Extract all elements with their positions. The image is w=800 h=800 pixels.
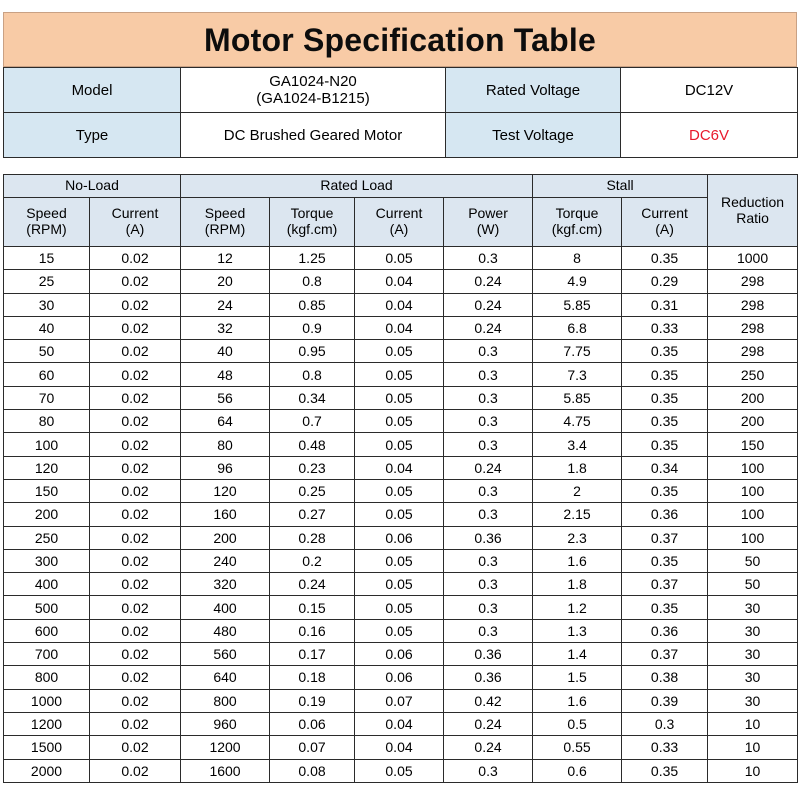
table-cell: 0.35 — [622, 596, 708, 619]
column-header-stall-current — [622, 198, 708, 247]
table-cell: 0.02 — [90, 479, 181, 502]
table-cell: 0.3 — [622, 712, 708, 735]
table-row — [4, 666, 798, 689]
table-cell: 0.05 — [355, 386, 444, 409]
column-header-reduction-ratio — [708, 175, 798, 247]
table-cell: 1.8 — [533, 573, 622, 596]
table-cell: 0.36 — [444, 666, 533, 689]
table-cell: 2000 — [4, 759, 90, 782]
table-row — [4, 456, 798, 479]
table-cell: 0.3 — [444, 503, 533, 526]
table-cell: 0.06 — [355, 526, 444, 549]
test-voltage-label: Test Voltage — [446, 113, 621, 158]
table-cell: 0.05 — [355, 433, 444, 456]
group-header-stall: Stall — [533, 175, 708, 198]
table-cell: 10 — [708, 712, 798, 735]
table-cell: 100 — [4, 433, 90, 456]
table-cell: 12 — [181, 247, 270, 270]
table-cell: 0.9 — [270, 316, 355, 339]
table-cell: 80 — [181, 433, 270, 456]
table-cell: 0.29 — [622, 270, 708, 293]
table-cell: 2.15 — [533, 503, 622, 526]
table-cell: 240 — [181, 549, 270, 572]
table-cell: 600 — [4, 619, 90, 642]
table-cell: 0.37 — [622, 573, 708, 596]
column-header-name: Speed — [204, 205, 246, 222]
table-cell: 8 — [533, 247, 622, 270]
table-cell: 64 — [181, 410, 270, 433]
table-cell: 0.05 — [355, 479, 444, 502]
table-cell: 700 — [4, 643, 90, 666]
column-header-noload-speed — [4, 198, 90, 247]
table-cell: 0.42 — [444, 689, 533, 712]
table-cell: 1.4 — [533, 643, 622, 666]
table-row — [4, 573, 798, 596]
table-cell: 30 — [708, 643, 798, 666]
table-cell: 100 — [708, 456, 798, 479]
table-cell: 50 — [708, 549, 798, 572]
type-value: DC Brushed Geared Motor — [181, 113, 446, 158]
table-cell: 0.37 — [622, 526, 708, 549]
column-header-unit: (A) — [125, 221, 145, 237]
table-cell: 0.8 — [270, 270, 355, 293]
column-header-name: Speed — [26, 205, 67, 222]
table-cell: 0.24 — [444, 712, 533, 735]
table-cell: 50 — [4, 340, 90, 363]
table-cell: 0.7 — [270, 410, 355, 433]
table-row — [4, 596, 798, 619]
table-cell: 0.3 — [444, 363, 533, 386]
model-value — [181, 68, 446, 113]
table-row — [4, 386, 798, 409]
table-cell: 100 — [708, 503, 798, 526]
table-cell: 1200 — [4, 712, 90, 735]
table-cell: 0.24 — [444, 316, 533, 339]
table-cell: 0.95 — [270, 340, 355, 363]
group-header-rated-load: Rated Load — [181, 175, 533, 198]
column-header-row — [4, 198, 798, 247]
column-header-name: Current — [375, 205, 423, 222]
table-cell: 0.02 — [90, 363, 181, 386]
column-header-rated-speed — [181, 198, 270, 247]
table-cell: 0.05 — [355, 549, 444, 572]
table-cell: 250 — [708, 363, 798, 386]
column-header-rated-power — [444, 198, 533, 247]
rated-voltage-value: DC12V — [621, 68, 798, 113]
table-cell: 1.6 — [533, 689, 622, 712]
performance-data-table — [3, 174, 798, 783]
table-cell: 0.02 — [90, 549, 181, 572]
table-cell: 0.8 — [270, 363, 355, 386]
table-cell: 30 — [4, 293, 90, 316]
table-cell: 0.35 — [622, 410, 708, 433]
table-cell: 60 — [4, 363, 90, 386]
column-header-noload-current — [90, 198, 181, 247]
table-cell: 1000 — [4, 689, 90, 712]
table-cell: 0.3 — [444, 759, 533, 782]
table-cell: 0.02 — [90, 293, 181, 316]
table-cell: 200 — [708, 410, 798, 433]
table-cell: 1.25 — [270, 247, 355, 270]
table-cell: 24 — [181, 293, 270, 316]
table-cell: 120 — [181, 479, 270, 502]
table-cell: 5.85 — [533, 386, 622, 409]
table-row — [4, 340, 798, 363]
table-cell: 298 — [708, 293, 798, 316]
table-cell: 0.3 — [444, 549, 533, 572]
table-cell: 2 — [533, 479, 622, 502]
table-row — [4, 689, 798, 712]
table-cell: 0.17 — [270, 643, 355, 666]
table-cell: 0.3 — [444, 479, 533, 502]
table-cell: 0.36 — [622, 503, 708, 526]
table-cell: 0.02 — [90, 503, 181, 526]
table-row — [4, 526, 798, 549]
table-cell: 56 — [181, 386, 270, 409]
table-cell: 0.02 — [90, 759, 181, 782]
table-cell: 0.06 — [355, 666, 444, 689]
table-cell: 7.75 — [533, 340, 622, 363]
table-cell: 0.35 — [622, 479, 708, 502]
table-cell: 0.35 — [622, 363, 708, 386]
table-row — [4, 736, 798, 759]
table-row — [4, 247, 798, 270]
table-cell: 0.05 — [355, 596, 444, 619]
table-cell: 0.05 — [355, 340, 444, 363]
table-cell: 100 — [708, 526, 798, 549]
table-body — [4, 247, 798, 783]
table-cell: 1200 — [181, 736, 270, 759]
table-cell: 0.04 — [355, 456, 444, 479]
table-row — [4, 433, 798, 456]
table-cell: 400 — [4, 573, 90, 596]
table-cell: 0.02 — [90, 433, 181, 456]
column-header-unit: (A) — [655, 221, 674, 237]
table-cell: 0.37 — [622, 643, 708, 666]
table-cell: 0.15 — [270, 596, 355, 619]
table-cell: 0.02 — [90, 340, 181, 363]
table-row — [4, 316, 798, 339]
table-cell: 1600 — [181, 759, 270, 782]
table-cell: 0.24 — [444, 736, 533, 759]
table-cell: 0.3 — [444, 386, 533, 409]
table-cell: 2.3 — [533, 526, 622, 549]
table-cell: 32 — [181, 316, 270, 339]
table-cell: 1500 — [4, 736, 90, 759]
table-cell: 6.8 — [533, 316, 622, 339]
table-cell: 10 — [708, 759, 798, 782]
table-cell: 0.3 — [444, 433, 533, 456]
table-cell: 40 — [181, 340, 270, 363]
table-cell: 30 — [708, 666, 798, 689]
table-cell: 0.19 — [270, 689, 355, 712]
table-cell: 0.05 — [355, 573, 444, 596]
table-cell: 960 — [181, 712, 270, 735]
column-header-rated-current — [355, 198, 444, 247]
table-cell: 0.06 — [270, 712, 355, 735]
table-cell: 0.24 — [270, 573, 355, 596]
table-cell: 0.34 — [622, 456, 708, 479]
table-cell: 320 — [181, 573, 270, 596]
table-cell: 300 — [4, 549, 90, 572]
table-cell: 0.02 — [90, 573, 181, 596]
table-cell: 0.24 — [444, 270, 533, 293]
table-cell: 640 — [181, 666, 270, 689]
table-cell: 0.02 — [90, 386, 181, 409]
table-cell: 1000 — [708, 247, 798, 270]
table-cell: 250 — [4, 526, 90, 549]
table-cell: 0.02 — [90, 619, 181, 642]
table-cell: 800 — [4, 666, 90, 689]
column-header-name: Torque — [290, 205, 334, 222]
table-cell: 0.48 — [270, 433, 355, 456]
table-row — [4, 503, 798, 526]
table-cell: 0.02 — [90, 666, 181, 689]
column-header-unit: (W) — [476, 221, 500, 237]
column-header-unit: (kgf.cm) — [286, 221, 338, 237]
table-row — [4, 549, 798, 572]
table-cell: 0.02 — [90, 247, 181, 270]
motor-spec-summary-table — [3, 67, 798, 158]
table-cell: 25 — [4, 270, 90, 293]
table-cell: 298 — [708, 340, 798, 363]
table-cell: 0.36 — [444, 643, 533, 666]
table-cell: 50 — [708, 573, 798, 596]
table-cell: 20 — [181, 270, 270, 293]
table-row — [4, 270, 798, 293]
table-cell: 0.02 — [90, 736, 181, 759]
table-cell: 30 — [708, 619, 798, 642]
table-cell: 0.38 — [622, 666, 708, 689]
table-cell: 30 — [708, 689, 798, 712]
table-cell: 0.33 — [622, 316, 708, 339]
table-row — [4, 363, 798, 386]
table-cell: 0.36 — [444, 526, 533, 549]
table-cell: 0.23 — [270, 456, 355, 479]
table-cell: 298 — [708, 316, 798, 339]
column-header-name: Current — [641, 205, 688, 222]
table-cell: 7.3 — [533, 363, 622, 386]
table-cell: 0.39 — [622, 689, 708, 712]
table-cell: 1.6 — [533, 549, 622, 572]
table-cell: 0.5 — [533, 712, 622, 735]
table-cell: 0.02 — [90, 712, 181, 735]
table-cell: 0.04 — [355, 293, 444, 316]
table-cell: 0.16 — [270, 619, 355, 642]
column-header-name: Current — [111, 205, 159, 222]
table-cell: 150 — [708, 433, 798, 456]
table-cell: 0.04 — [355, 270, 444, 293]
table-row — [4, 759, 798, 782]
table-cell: 48 — [181, 363, 270, 386]
table-cell: 0.07 — [355, 689, 444, 712]
table-cell: 0.18 — [270, 666, 355, 689]
table-cell: 200 — [708, 386, 798, 409]
column-header-unit: (RPM) — [26, 221, 67, 237]
table-cell: 200 — [181, 526, 270, 549]
table-cell: 0.31 — [622, 293, 708, 316]
table-cell: 0.05 — [355, 410, 444, 433]
table-cell: 200 — [4, 503, 90, 526]
table-cell: 1.3 — [533, 619, 622, 642]
table-row — [4, 643, 798, 666]
table-cell: 150 — [4, 479, 90, 502]
table-cell: 160 — [181, 503, 270, 526]
table-cell: 0.04 — [355, 316, 444, 339]
table-cell: 0.55 — [533, 736, 622, 759]
table-cell: 0.6 — [533, 759, 622, 782]
table-cell: 0.05 — [355, 363, 444, 386]
table-cell: 0.02 — [90, 410, 181, 433]
column-header-unit: (A) — [389, 221, 409, 237]
table-row — [4, 410, 798, 433]
table-cell: 500 — [4, 596, 90, 619]
table-cell: 0.35 — [622, 340, 708, 363]
table-cell: 4.9 — [533, 270, 622, 293]
column-header-unit: (RPM) — [204, 221, 246, 237]
table-cell: 0.24 — [444, 293, 533, 316]
table-cell: 10 — [708, 736, 798, 759]
table-cell: 0.02 — [90, 316, 181, 339]
table-cell: 0.02 — [90, 643, 181, 666]
spec-row-model — [4, 68, 798, 113]
page-title-banner — [3, 12, 797, 67]
table-cell: 40 — [4, 316, 90, 339]
table-cell: 560 — [181, 643, 270, 666]
table-cell: 400 — [181, 596, 270, 619]
table-cell: 0.07 — [270, 736, 355, 759]
model-value-line-2: (GA1024-B1215) — [256, 90, 370, 107]
table-row — [4, 479, 798, 502]
table-cell: 480 — [181, 619, 270, 642]
table-cell: 0.28 — [270, 526, 355, 549]
table-cell: 0.05 — [355, 759, 444, 782]
table-cell: 0.34 — [270, 386, 355, 409]
table-cell: 0.35 — [622, 433, 708, 456]
table-row — [4, 293, 798, 316]
reduction-ratio-label-line-1: Reduction — [721, 193, 785, 210]
column-header-rated-torque — [270, 198, 355, 247]
table-cell: 0.05 — [355, 247, 444, 270]
table-cell: 15 — [4, 247, 90, 270]
table-cell: 3.4 — [533, 433, 622, 456]
table-cell: 0.02 — [90, 526, 181, 549]
table-cell: 0.3 — [444, 410, 533, 433]
type-label: Type — [4, 113, 181, 158]
table-cell: 70 — [4, 386, 90, 409]
table-cell: 0.02 — [90, 270, 181, 293]
table-cell: 80 — [4, 410, 90, 433]
table-cell: 0.2 — [270, 549, 355, 572]
table-cell: 4.75 — [533, 410, 622, 433]
table-cell: 1.5 — [533, 666, 622, 689]
table-cell: 0.35 — [622, 386, 708, 409]
page-title: Motor Specification Table — [204, 21, 596, 58]
table-cell: 0.24 — [444, 456, 533, 479]
table-cell: 0.35 — [622, 759, 708, 782]
table-cell: 30 — [708, 596, 798, 619]
table-cell: 1.2 — [533, 596, 622, 619]
table-cell: 0.35 — [622, 247, 708, 270]
table-cell: 0.05 — [355, 503, 444, 526]
table-cell: 0.27 — [270, 503, 355, 526]
column-header-name: Torque — [555, 205, 599, 222]
spec-row-type — [4, 113, 798, 158]
table-cell: 0.05 — [355, 619, 444, 642]
table-cell: 800 — [181, 689, 270, 712]
table-cell: 298 — [708, 270, 798, 293]
model-value-line-1: GA1024-N20 — [269, 73, 357, 90]
table-cell: 0.04 — [355, 712, 444, 735]
table-cell: 0.02 — [90, 689, 181, 712]
table-cell: 0.3 — [444, 247, 533, 270]
table-cell: 0.02 — [90, 596, 181, 619]
column-header-unit: (kgf.cm) — [551, 221, 603, 237]
table-cell: 100 — [708, 479, 798, 502]
table-cell: 0.35 — [622, 549, 708, 572]
table-cell: 0.06 — [355, 643, 444, 666]
column-header-stall-torque — [533, 198, 622, 247]
rated-voltage-label: Rated Voltage — [446, 68, 621, 113]
reduction-ratio-label-line-2: Ratio — [736, 209, 769, 226]
table-cell: 0.08 — [270, 759, 355, 782]
table-cell: 0.3 — [444, 573, 533, 596]
test-voltage-value: DC6V — [621, 113, 798, 158]
table-cell: 1.8 — [533, 456, 622, 479]
table-cell: 0.3 — [444, 619, 533, 642]
group-header-no-load: No-Load — [4, 175, 181, 198]
group-header-row — [4, 175, 798, 198]
table-cell: 0.25 — [270, 479, 355, 502]
column-header-name: Power — [468, 205, 508, 222]
table-row — [4, 619, 798, 642]
table-cell: 0.85 — [270, 293, 355, 316]
table-cell: 0.3 — [444, 340, 533, 363]
table-cell: 120 — [4, 456, 90, 479]
table-row — [4, 712, 798, 735]
table-cell: 0.33 — [622, 736, 708, 759]
table-cell: 0.04 — [355, 736, 444, 759]
table-cell: 0.3 — [444, 596, 533, 619]
table-cell: 0.02 — [90, 456, 181, 479]
model-label: Model — [4, 68, 181, 113]
table-cell: 5.85 — [533, 293, 622, 316]
table-head — [4, 175, 798, 247]
table-cell: 96 — [181, 456, 270, 479]
table-cell: 0.36 — [622, 619, 708, 642]
